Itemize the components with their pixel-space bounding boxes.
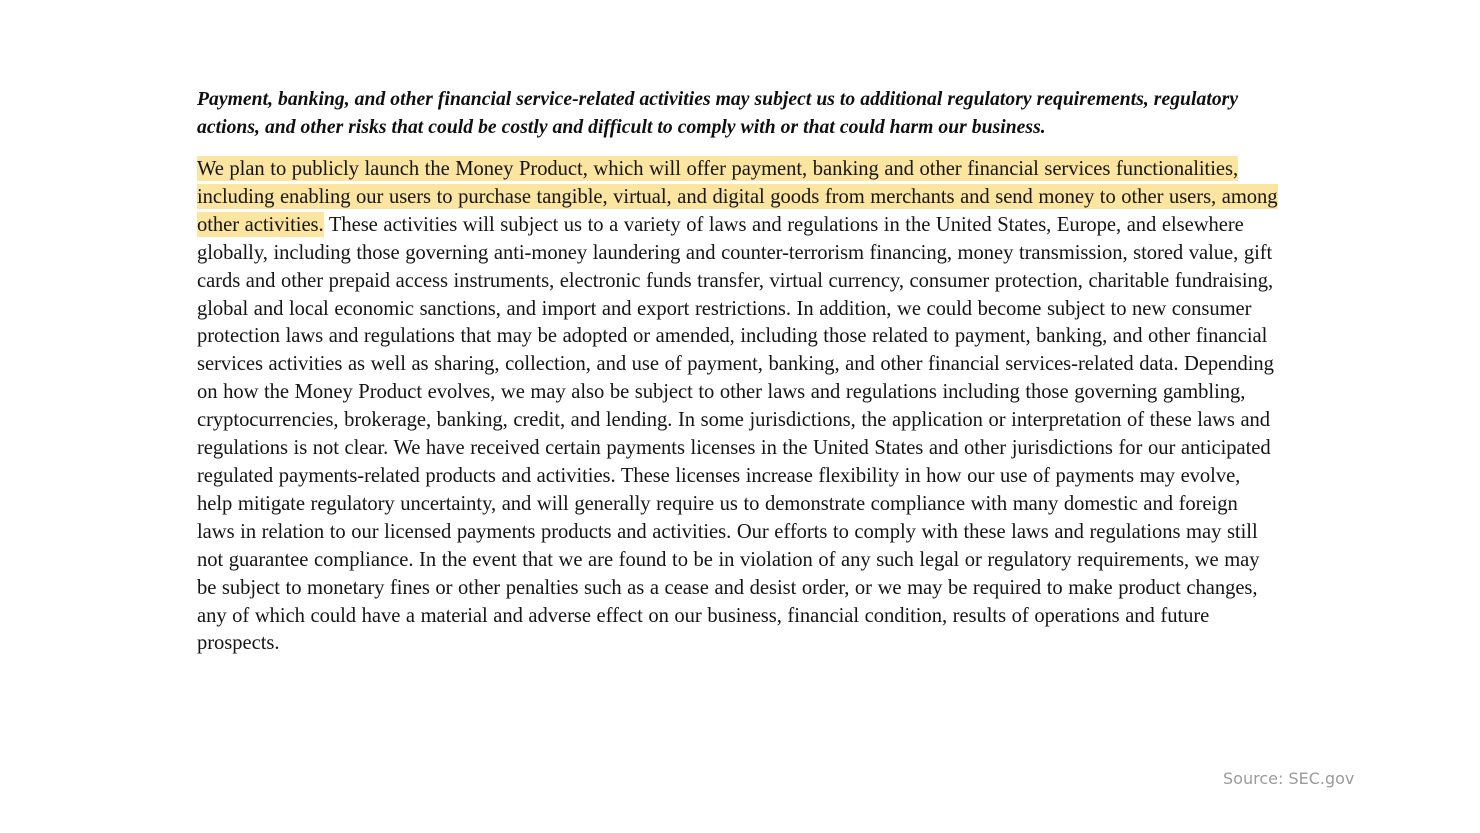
risk-factor-paragraph	[197, 156, 1279, 658]
risk-factor-heading: Payment, banking, and other financial service-related activities may subject us to additional regulatory requirements, regulatory actions, and other risks that could be costly and difficult to comply with or that could harm our business.	[197, 89, 1239, 138]
source-caption: Source: SEC.gov	[1223, 769, 1355, 788]
document-content	[197, 86, 1279, 658]
highlighted-text: We plan to publicly launch the Money Product, which will offer payment, banking and other financial services functionalities, including enabling our users to purchase tangible, virtual, and digital goods from merchants and send money to other users, among other activities.	[197, 158, 1278, 236]
paragraph-text: These activities will subject us to a variety of laws and regulations in the United States, Europe, and elsewhere globally, including those governing anti-money laundering and counter-terrorism financing, money transmission, stored value, gift cards and other prepaid access instruments, electronic funds transfer, virtual currency, consumer protection, charitable fundraising, global and local economic sanctions, and import and export restrictions. In addition, we could become subject to new consumer protection laws and regulations that may be adopted or amended, including those related to payment, banking, and other financial services activities as well as sharing, collection, and use of payment, banking, and other financial services-related data. Depending on how the Money Product evolves, we may also be subject to other laws and regulations including those governing gambling, cryptocurrencies, brokerage, banking, credit, and lending. In some jurisdictions, the application or interpretation of these laws and regulations is not clear. We have received certain payments licenses in the United States and other jurisdictions for our anticipated regulated payments-related products and activities. These licenses increase flexibility in how our use of payments may evolve, help mitigate regulatory uncertainty, and will generally require us to demonstrate compliance with many domestic and foreign laws in relation to our licensed payments products and activities. Our efforts to comply with these laws and regulations may still not guarantee compliance. In the event that we are found to be in violation of any such legal or regulatory requirements, we may be subject to monetary fines or other penalties such as a cease and desist order, or we may be required to make product changes, any of which could have a material and adverse effect on our business, financial condition, results of operations and future prospects.	[197, 213, 1274, 655]
